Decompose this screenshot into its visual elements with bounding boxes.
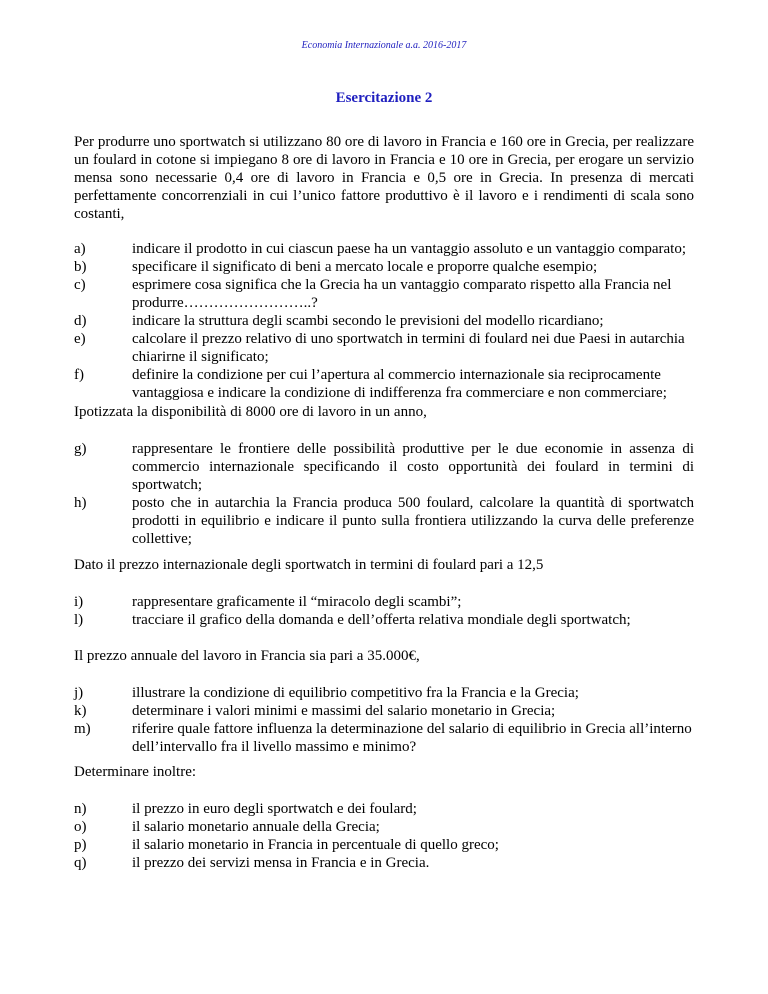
item-text: il salario monetario in Francia in percentuale di quello greco;	[132, 837, 499, 853]
item-text: il prezzo dei servizi mensa in Francia e in Grecia.	[132, 855, 430, 871]
page-header: Economia Internazionale a.a. 2016-2017	[301, 40, 467, 51]
item-letter: b)	[74, 259, 87, 275]
item-text: illustrare la condizione di equilibrio competitivo fra la Francia e la Grecia;	[132, 685, 579, 701]
list-item	[74, 593, 694, 611]
hours-section	[74, 403, 694, 421]
determine-section	[74, 763, 694, 781]
item-letter: i)	[74, 594, 84, 610]
list-item	[74, 720, 694, 756]
item-text: specificare il significato di beni a mercato locale e proporre qualche esempio;	[132, 259, 598, 275]
item-text: definire la condizione per cui l’apertura al commercio internazionale sia reciprocamente vantaggiosa e indicare la condizione di indifferenza fra commerciare e non commerciare;	[132, 367, 667, 401]
item-text: rappresentare graficamente il “miracolo degli scambi”;	[132, 594, 462, 610]
item-text: indicare il prodotto in cui ciascun paese ha un vantaggio assoluto e un vantaggio comparato;	[132, 241, 687, 257]
item-text: determinare i valori minimi e massimi del salario monetario in Grecia;	[132, 703, 556, 719]
item-text: esprimere cosa significa che la Grecia ha un vantaggio comparato rispetto alla Francia nel produrre……………………..?	[132, 277, 672, 311]
item-letter: d)	[74, 313, 87, 329]
question-list-1	[74, 240, 694, 402]
item-letter: e)	[74, 331, 86, 347]
list-item	[74, 494, 694, 548]
list-item	[74, 312, 694, 330]
item-text: rappresentare le frontiere delle possibilità produttive per le due economie in assenza di commercio internazionale specificando il costo opportunità dei foulard in termini di sportwatch;	[132, 441, 694, 493]
list-item	[74, 440, 694, 494]
item-letter: o)	[74, 819, 87, 835]
question-list-3	[74, 593, 694, 629]
item-letter: m)	[74, 721, 91, 737]
page-title: Esercitazione 2	[335, 90, 433, 106]
item-letter: h)	[74, 495, 87, 511]
price-paragraph: Dato il prezzo internazionale degli sportwatch in termini di foulard pari a 12,5	[74, 557, 544, 573]
price-section	[74, 556, 694, 574]
list-item	[74, 818, 694, 836]
list-item	[74, 611, 694, 629]
item-letter: c)	[74, 277, 86, 293]
item-letter: n)	[74, 801, 87, 817]
question-list-4	[74, 684, 694, 756]
determine-paragraph: Determinare inoltre:	[74, 764, 197, 780]
question-list-2	[74, 440, 694, 548]
item-text: calcolare il prezzo relativo di uno sportwatch in termini di foulard nei due Paesi in autarchia chiarirne il significato;	[132, 331, 685, 365]
list-item	[74, 684, 694, 702]
question-list-5	[74, 800, 694, 872]
item-letter: f)	[74, 367, 84, 383]
wage-paragraph: Il prezzo annuale del lavoro in Francia sia pari a 35.000€,	[74, 648, 420, 664]
intro-section	[74, 133, 694, 223]
item-letter: a)	[74, 241, 86, 257]
hours-paragraph: Ipotizzata la disponibilità di 8000 ore di lavoro in un anno,	[74, 404, 427, 420]
list-item	[74, 836, 694, 854]
list-item	[74, 258, 694, 276]
item-text: posto che in autarchia la Francia produca 500 foulard, calcolare la quantità di sportwatch prodotti in equilibrio e indicare il punto sulla frontiera utilizzando la curva delle preferenze collettive;	[132, 495, 694, 547]
list-item	[74, 366, 694, 402]
item-letter: k)	[74, 703, 87, 719]
item-letter: j)	[74, 685, 84, 701]
list-item	[74, 800, 694, 818]
wage-section	[74, 647, 694, 665]
list-item	[74, 854, 694, 872]
item-letter: p)	[74, 837, 87, 853]
intro-paragraph: Per produrre uno sportwatch si utilizzano 80 ore di lavoro in Francia e 160 ore in Grecia, per realizzare un foulard in cotone si impiegano 8 ore di lavoro in Francia e 10 ore in Grecia, per erogare un servizio mensa sono necessarie 0,4 ore di lavoro in Francia e 0,5 ore in Grecia. In presenza di mercati perfettamente concorrenziali in cui l’unico fattore produttivo è il lavoro e i rendimenti di scala sono costanti,	[74, 134, 694, 222]
list-item	[74, 276, 694, 312]
item-text: tracciare il grafico della domanda e dell’offerta relativa mondiale degli sportwatch;	[132, 612, 631, 628]
item-letter: q)	[74, 855, 87, 871]
item-letter: g)	[74, 441, 87, 457]
list-item	[74, 702, 694, 720]
item-text: indicare la struttura degli scambi secondo le previsioni del modello ricardiano;	[132, 313, 604, 329]
item-text: il salario monetario annuale della Grecia;	[132, 819, 380, 835]
item-letter: l)	[74, 612, 84, 628]
item-text: riferire quale fattore influenza la determinazione del salario di equilibrio in Grecia all’interno dell’intervallo fra il livello massimo e minimo?	[132, 721, 692, 755]
list-item	[74, 240, 694, 258]
list-item	[74, 330, 694, 366]
item-text: il prezzo in euro degli sportwatch e dei foulard;	[132, 801, 417, 817]
